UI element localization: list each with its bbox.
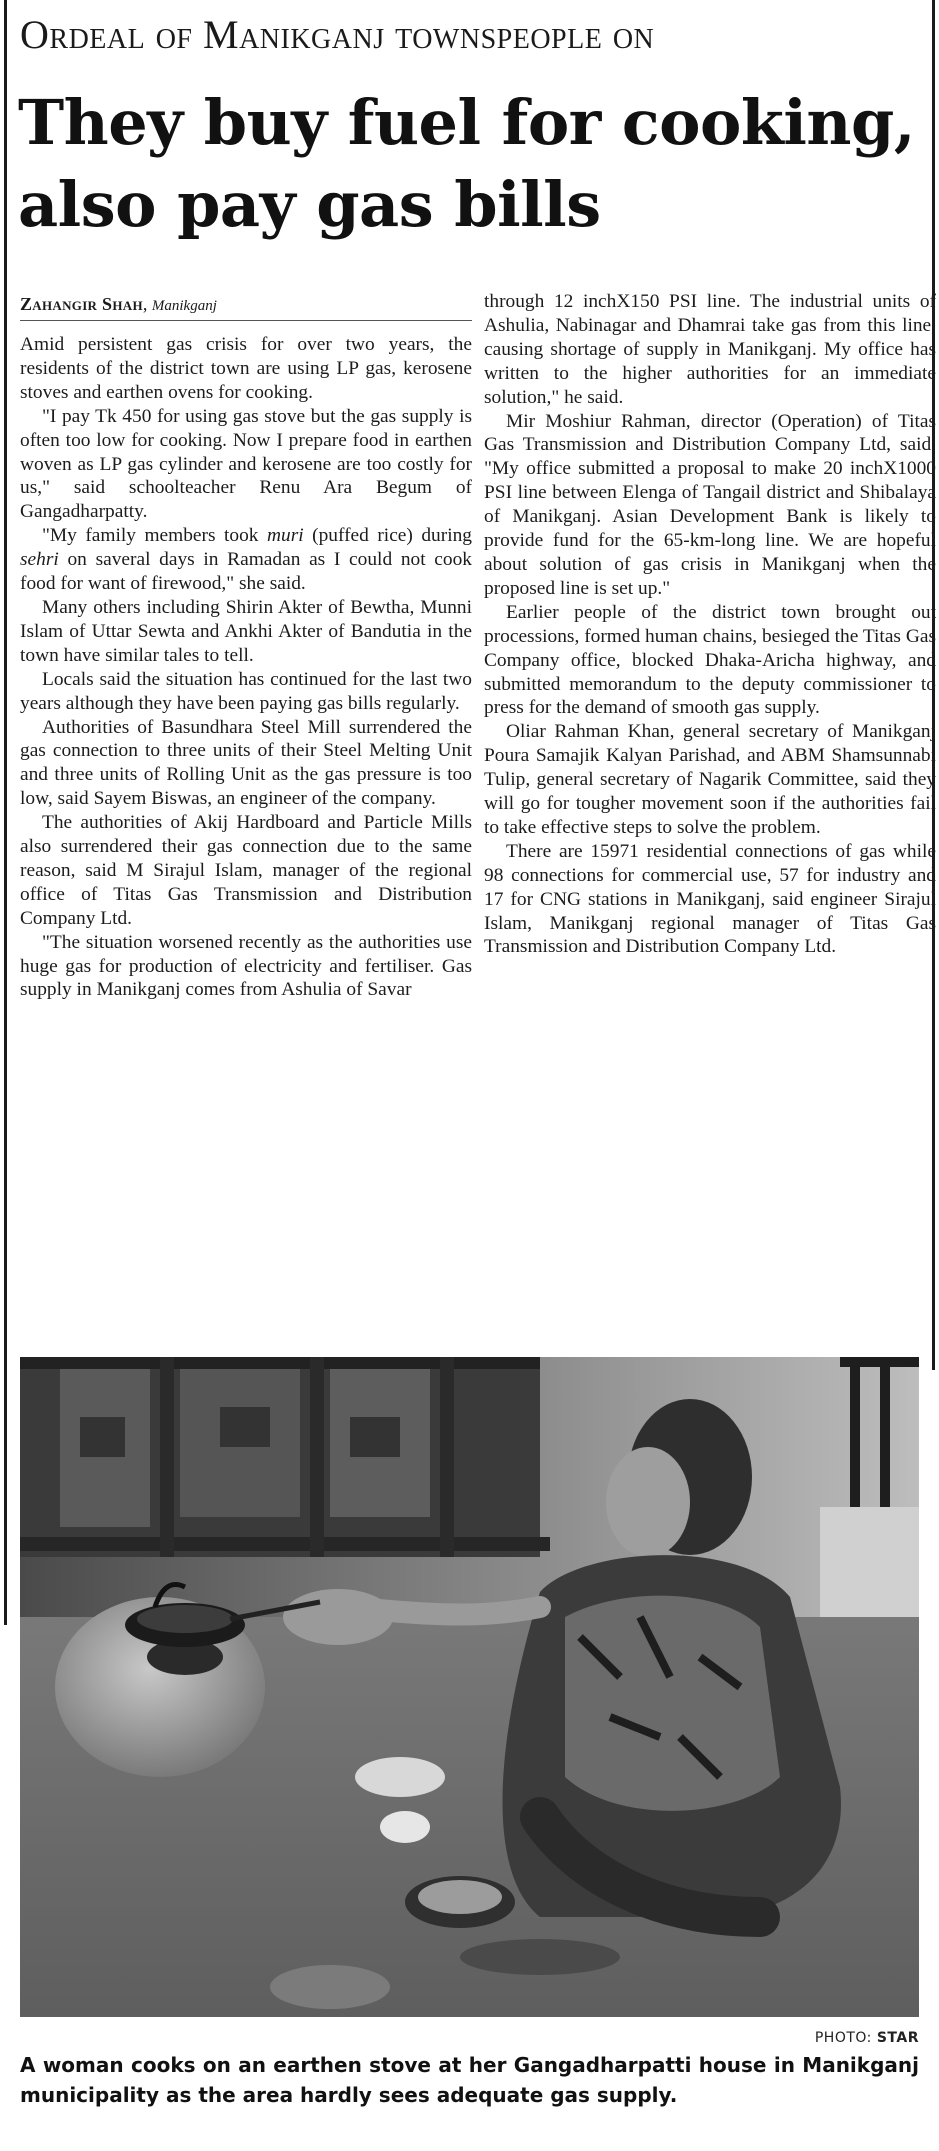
paragraph xyxy=(20,524,472,596)
paragraph: There are 15971 residential connections of gas while 98 connections for commercial use, 57 for industry and 17 for CNG stations in Manikganj, said engineer Sirajul Islam, Manikganj regional manager of Titas Gas Transmission and Distribution Company Ltd. xyxy=(484,840,936,958)
news-photo xyxy=(20,1357,919,2017)
paragraph: "The situation worsened recently as the authorities use huge gas for production of electricity and fertiliser. Gas supply in Manikganj comes from Ashulia of Savar xyxy=(20,931,472,1001)
paragraph: through 12 inchX150 PSI line. The industrial units of Ashulia, Nabinagar and Dhamrai take gas from this line, causing shortage of supply in Manikganj. My office has written to the higher authorities for an immediate solution," he said. xyxy=(484,291,936,408)
paragraph-text: (puffed rice) during xyxy=(303,525,472,547)
byline-author: Zahangir Shah xyxy=(20,294,143,314)
photo-credit-label: PHOTO: xyxy=(814,2030,872,2046)
paragraph: Many others including Shirin Akter of Bewtha, Munni Islam of Uttar Sewta and Ankhi Akter of Bandutia in the town have similar tales to tell. xyxy=(20,596,472,666)
article-column-2 xyxy=(484,290,936,959)
paragraph-text: on saveral days in Ramadan as I could not cook food for want of firewood," she said. xyxy=(20,549,472,595)
paragraph: Amid persistent gas crisis for over two years, the residents of the district town are using LP gas, kerosene stoves and earthen ovens for cooking. xyxy=(20,334,472,403)
meter-cage xyxy=(20,1357,550,1557)
paragraph: Earlier people of the district town brought out processions, formed human chains, besieged the Titas Gas Company office, blocked Dhaka-Aricha highway, and submitted memorandum to the deputy commissioner to press for the demand of smooth gas supply. xyxy=(484,601,936,719)
paragraph: The authorities of Akij Hardboard and Particle Mills also surrendered their gas connection due to the same reason, said M Sirajul Islam, manager of the regional office of Titas Gas Transmission and Distribution Company Ltd. xyxy=(20,812,472,929)
photo-illustration xyxy=(20,1357,919,2017)
left-column-rule xyxy=(4,0,7,1625)
byline: Zahangir Shah, Manikganj xyxy=(20,294,217,314)
italic-term-sehri: sehri xyxy=(20,549,59,571)
paragraph: Authorities of Basundhara Steel Mill surrendered the gas connection to three units of their Steel Melting Unit and three units of Rolling Unit as the gas pressure is too low, said Sayem Biswas, an engineer of the company. xyxy=(20,716,472,810)
paragraph: Locals said the situation has continued for the last two years although they have been paying gas bills regularly. xyxy=(20,668,472,714)
main-headline: They buy fuel for cooking, also pay gas bills xyxy=(18,86,915,241)
paragraph-text: "My family members took xyxy=(42,525,267,547)
photo-caption: A woman cooks on an earthen stove at her Gangadharpatti house in Manikganj municipality as the area hardly sees adequate gas supply. xyxy=(20,2053,919,2107)
paragraph: Oliar Rahman Khan, general secretary of Manikganj Poura Samajik Kalyan Parishad, and ABM Shamsunnabi Tulip, general secretary of Nagarik Committee, said they will go for tougher movement soon if the authorities fail to take effective steps to solve the problem. xyxy=(484,721,936,838)
kicker-headline: Ordeal of Manikganj townspeople on xyxy=(20,12,655,57)
byline-divider xyxy=(20,320,472,321)
article-column-1 xyxy=(20,333,472,1002)
photo-credit xyxy=(815,2030,919,2046)
italic-term-muri: muri xyxy=(267,525,304,547)
paragraph: Mir Moshiur Rahman, director (Operation) of Titas Gas Transmission and Distribution Company Ltd, said, "My office submitted a proposal to make 20 inchX1000 PSI line between Elenga of Tangail district and Shibalaya of Manikganj. Asian Development Bank is likely to provide fund for the 65-km-long line. We are hopeful about solution of gas crisis in Manikganj when the proposed line is set up." xyxy=(484,410,936,599)
photo-credit-source: STAR xyxy=(876,2030,919,2046)
byline-place: Manikganj xyxy=(151,298,217,314)
paragraph: "I pay Tk 450 for using gas stove but the gas supply is often too low for cooking. Now I prepare food in earthen woven as LP gas cylinder and kerosene are too costly for us," said schoolteacher Renu Ara Begum of Gangadharpatty. xyxy=(20,405,472,523)
